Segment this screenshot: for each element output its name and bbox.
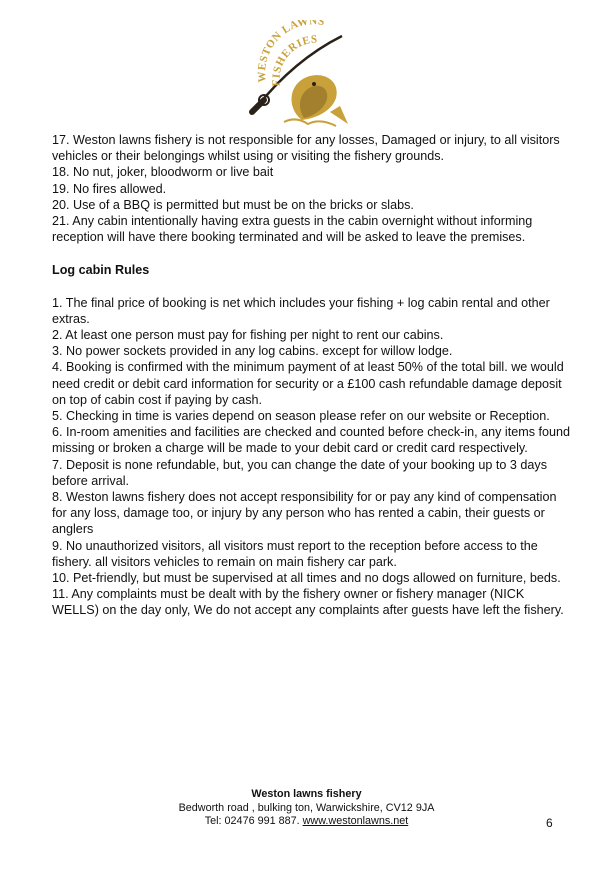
website-link[interactable]: www.westonlawns.net [302,815,409,827]
log-cabin-rules-list [52,295,572,619]
rule-21: 21. Any cabin intentionally having extra guests in the cabin overnight without informing reception will have there booking terminated and will be asked to leave the premises. [52,214,533,245]
fishery-logo [244,20,374,132]
general-rules-list [52,132,572,245]
cabin-rule-10: 10. Pet-friendly, but must be supervised at all times and no dogs allowed on furniture, beds. [52,571,561,586]
document-body [52,132,572,619]
logo-line-1: WESTON LAWNS [255,20,326,83]
cabin-rule-8: 8. Weston lawns fishery does not accept responsibility for or pay any kind of compensation for any loss, damage too, or injury by any person who has rented a cabin, their guests or anglers [52,490,557,537]
logo-line-2: FISHERIES [270,33,319,87]
cabin-rule-1: 1. The final price of booking is net which includes your fishing + log cabin rental and other extras. [52,295,550,326]
cabin-rule-4: 4. Booking is confirmed with the minimum payment of at least 50% of the total bill. we would need credit or debit card information for security or a £100 cash refundable damage deposit on top of cabin cost if paying by cash. [52,360,564,407]
log-cabin-rules-heading: Log cabin Rules [52,263,150,278]
footer-business-name: Weston lawns fishery [251,788,362,800]
footer-telephone: Tel: 02476 991 887. [204,815,303,827]
page-footer [0,788,613,829]
cabin-rule-5: 5. Checking in time is varies depend on season please refer on our website or Reception. [52,409,550,424]
logo-emblem [244,20,374,132]
rule-19: 19. No fires allowed. [52,181,167,196]
cabin-rule-2: 2. At least one person must pay for fishing per night to rent our cabins. [52,328,444,343]
cabin-rule-6: 6. In-room amenities and facilities are checked and counted before check-in, any items found missing or broken a charge will be made to your debit card or credit card respectively. [52,425,571,456]
rule-20: 20. Use of a BBQ is permitted but must be on the bricks or slabs. [52,197,414,212]
footer-contact [0,815,613,829]
footer-address: Bedworth road , bulking ton, Warwickshire, CV12 9JA [178,801,435,814]
rule-17: 17. Weston lawns fishery is not responsible for any losses, Damaged or injury, to all visitors vehicles or their belongings whilst using or visiting the fishery grounds. [52,133,560,164]
cabin-rule-7: 7. Deposit is none refundable, but, you can change the date of your booking up to 3 days before arrival. [52,457,547,488]
page-number: 6 [546,816,553,830]
cabin-rule-11: 11. Any complaints must be dealt with by the fishery owner or fishery manager (NICK WELLS) on the day only, We do not accept any complaints after guests have left the fishery. [52,587,564,618]
rule-18: 18. No nut, joker, bloodworm or live bait [52,165,274,180]
cabin-rule-3: 3. No power sockets provided in any log cabins. except for willow lodge. [52,344,453,359]
cabin-rule-9: 9. No unauthorized visitors, all visitors must report to the reception before access to the fishery. all visitors vehicles to remain on main fishery car park. [52,538,538,569]
